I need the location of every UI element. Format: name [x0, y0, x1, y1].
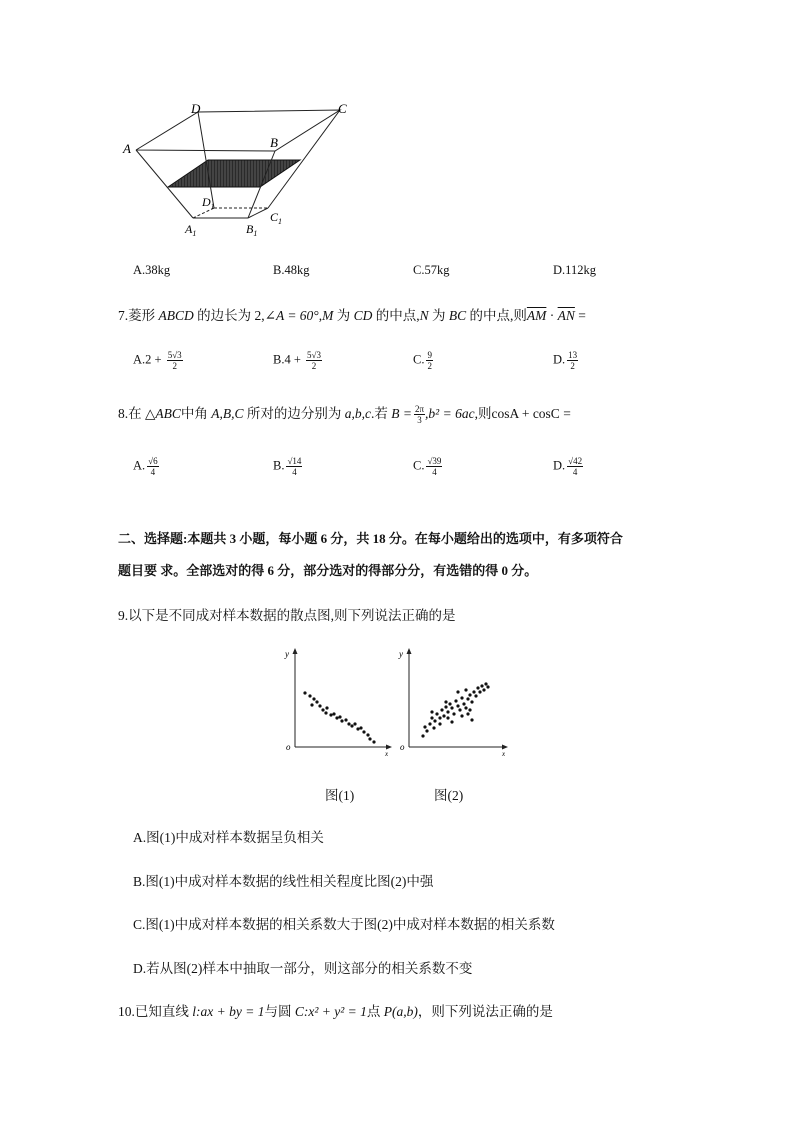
scatter-point: [444, 705, 447, 708]
q8-option-c: C. $\frac{√39}{4}$: [413, 456, 442, 477]
label-D1: $D_1$: [202, 195, 215, 211]
q8-option-b: B. $\frac{√14}{4}$: [273, 456, 302, 477]
scatter-point: [430, 710, 433, 713]
scatter-point: [430, 716, 433, 719]
scatter-point: [347, 722, 350, 725]
scatter-point: [466, 712, 469, 715]
scatter-point: [435, 712, 438, 715]
section2-line1: 二、选择题:本题共 3 小题，每小题 6 分，共 18 分。在每小题给出的选项中，有多项符合: [118, 531, 623, 546]
scatter-point: [472, 690, 475, 693]
q7-option-c: C. $\frac{9}{2}$: [413, 350, 432, 371]
scatter-point: [423, 725, 426, 728]
scatter-point: [480, 684, 483, 687]
scatter-point: [428, 722, 431, 725]
q8-option-a: A. $\frac{√6}{4}$: [133, 456, 158, 477]
scatter-point: [464, 688, 467, 691]
section2-line2: 题目要 求。全部选对的得 6 分，部分选对的得部分分，有选错的得 0 分。: [118, 563, 538, 578]
scatter-point: [329, 713, 332, 716]
scatter-point: [353, 722, 356, 725]
scatter-point: [452, 712, 455, 715]
plot1-origin: o: [286, 742, 291, 752]
q8-option-d: D. $\frac{√42}{4}$: [553, 456, 583, 477]
scatter-point: [366, 733, 369, 736]
scatter-point: [448, 702, 451, 705]
scatter-point: [470, 700, 473, 703]
scatter-point: [468, 708, 471, 711]
scatter-point: [484, 682, 487, 685]
scatter-point: [308, 694, 311, 697]
plot2-y-label: y: [399, 649, 403, 659]
scatter-point: [335, 716, 338, 719]
q6-option-b: B.48kg: [273, 263, 310, 277]
q9-option-c: C.图(1)中成对样本数据的相关系数大于图(2)中成对样本数据的相关系数: [133, 917, 555, 932]
q8-stem: 8.在 △ABC中角 A,B,C 所对的边分别为 a,b,c.若 B = $\frac{2\pi}{3}$ ,b² = 6ac,则cosA + cosC =: [118, 404, 571, 426]
label-B1: $B_1$: [246, 222, 258, 238]
plot2-points: [421, 682, 489, 737]
scatter-point: [332, 712, 335, 715]
scatter-point: [476, 686, 479, 689]
scatter-point: [444, 700, 447, 703]
scatter-point: [456, 704, 459, 707]
scatter-point: [425, 729, 428, 732]
scatter-point: [460, 714, 463, 717]
q9-option-a: A.图(1)中成对样本数据呈负相关: [133, 830, 324, 845]
label-B: B: [270, 135, 278, 150]
q6-option-a: A.38kg: [133, 263, 171, 277]
q6-option-d: D.112kg: [553, 263, 596, 277]
plot1-y-label: y: [285, 649, 289, 659]
label-A: A: [123, 141, 131, 156]
scatter-point: [438, 716, 441, 719]
fig2-caption: 图(2): [434, 788, 464, 803]
scatter-point: [421, 734, 424, 737]
q9-option-b: B.图(1)中成对样本数据的线性相关程度比图(2)中强: [133, 874, 434, 889]
q7-stem: 7.菱形 ABCD 的边长为 2,∠A = 60°,M 为 CD 的中点,N 为 BC 的中点,则$\overline{AM} \cdot \overline{AN}$ =: [118, 308, 586, 323]
scatter-point: [440, 708, 443, 711]
scatter-point: [442, 714, 445, 717]
q7-option-a: A.2 + $\frac{5√3}{2}$: [133, 350, 182, 371]
q9-stem: 9.以下是不同成对样本数据的散点图,则下列说法正确的是: [118, 608, 456, 623]
plot2-x-label: x: [502, 750, 506, 758]
plot2-origin: o: [400, 742, 405, 752]
frustum-figure: [118, 95, 368, 245]
scatter-point: [446, 710, 449, 713]
scatter-point: [362, 730, 365, 733]
scatter-point: [432, 726, 435, 729]
scatter-point: [324, 711, 327, 714]
scatter-point: [372, 740, 375, 743]
scatter-point: [450, 720, 453, 723]
scatter-point: [458, 708, 461, 711]
scatter-point: [474, 694, 477, 697]
q7-option-b: B.4 + $\frac{5√3}{2}$: [273, 350, 321, 371]
scatter-point: [310, 703, 313, 706]
scatter-point: [359, 726, 362, 729]
scatter-point: [470, 718, 473, 721]
scatter-point: [468, 693, 471, 696]
scatter-point: [454, 699, 457, 702]
plot1-x-label: x: [385, 750, 389, 758]
scatter-point: [338, 715, 341, 718]
scatter-point: [466, 697, 469, 700]
scatter-point: [464, 706, 467, 709]
scatter-point: [456, 690, 459, 693]
scatter-point: [450, 706, 453, 709]
scatter-point: [303, 691, 306, 694]
label-C: C: [338, 101, 347, 116]
scatter-point: [368, 737, 371, 740]
label-A1: $A_1$: [185, 222, 197, 238]
scatter-point: [482, 688, 485, 691]
scatter-point: [344, 718, 347, 721]
scatter-point: [486, 685, 489, 688]
label-C1: $C_1$: [270, 210, 283, 226]
scatter-point: [446, 716, 449, 719]
scatter-point: [318, 704, 321, 707]
q10-stem: 10.已知直线 l:ax + by = 1与圆 C:x² + y² = 1点 P(a,b)，则下列说法正确的是: [118, 1004, 553, 1019]
scatter-point: [356, 727, 359, 730]
scatter-point: [433, 719, 436, 722]
scatter-plots: [282, 644, 517, 759]
scatter-point: [312, 697, 315, 700]
q7-option-d: D. $\frac{13}{2}$: [553, 350, 578, 371]
scatter-point: [478, 690, 481, 693]
water-surface: [168, 160, 300, 187]
scatter-point: [325, 706, 328, 709]
scatter-point: [350, 724, 353, 727]
scatter-point: [321, 708, 324, 711]
plot1-points: [303, 691, 375, 743]
scatter-point: [460, 696, 463, 699]
scatter-point: [462, 702, 465, 705]
scatter-point: [315, 700, 318, 703]
q9-option-d: D.若从图(2)样本中抽取一部分，则这部分的相关系数不变: [133, 961, 473, 976]
q6-option-c: C.57kg: [413, 263, 450, 277]
scatter-point: [340, 719, 343, 722]
label-D: D: [191, 101, 201, 116]
fig1-caption: 图(1): [325, 788, 355, 803]
scatter-point: [438, 722, 441, 725]
